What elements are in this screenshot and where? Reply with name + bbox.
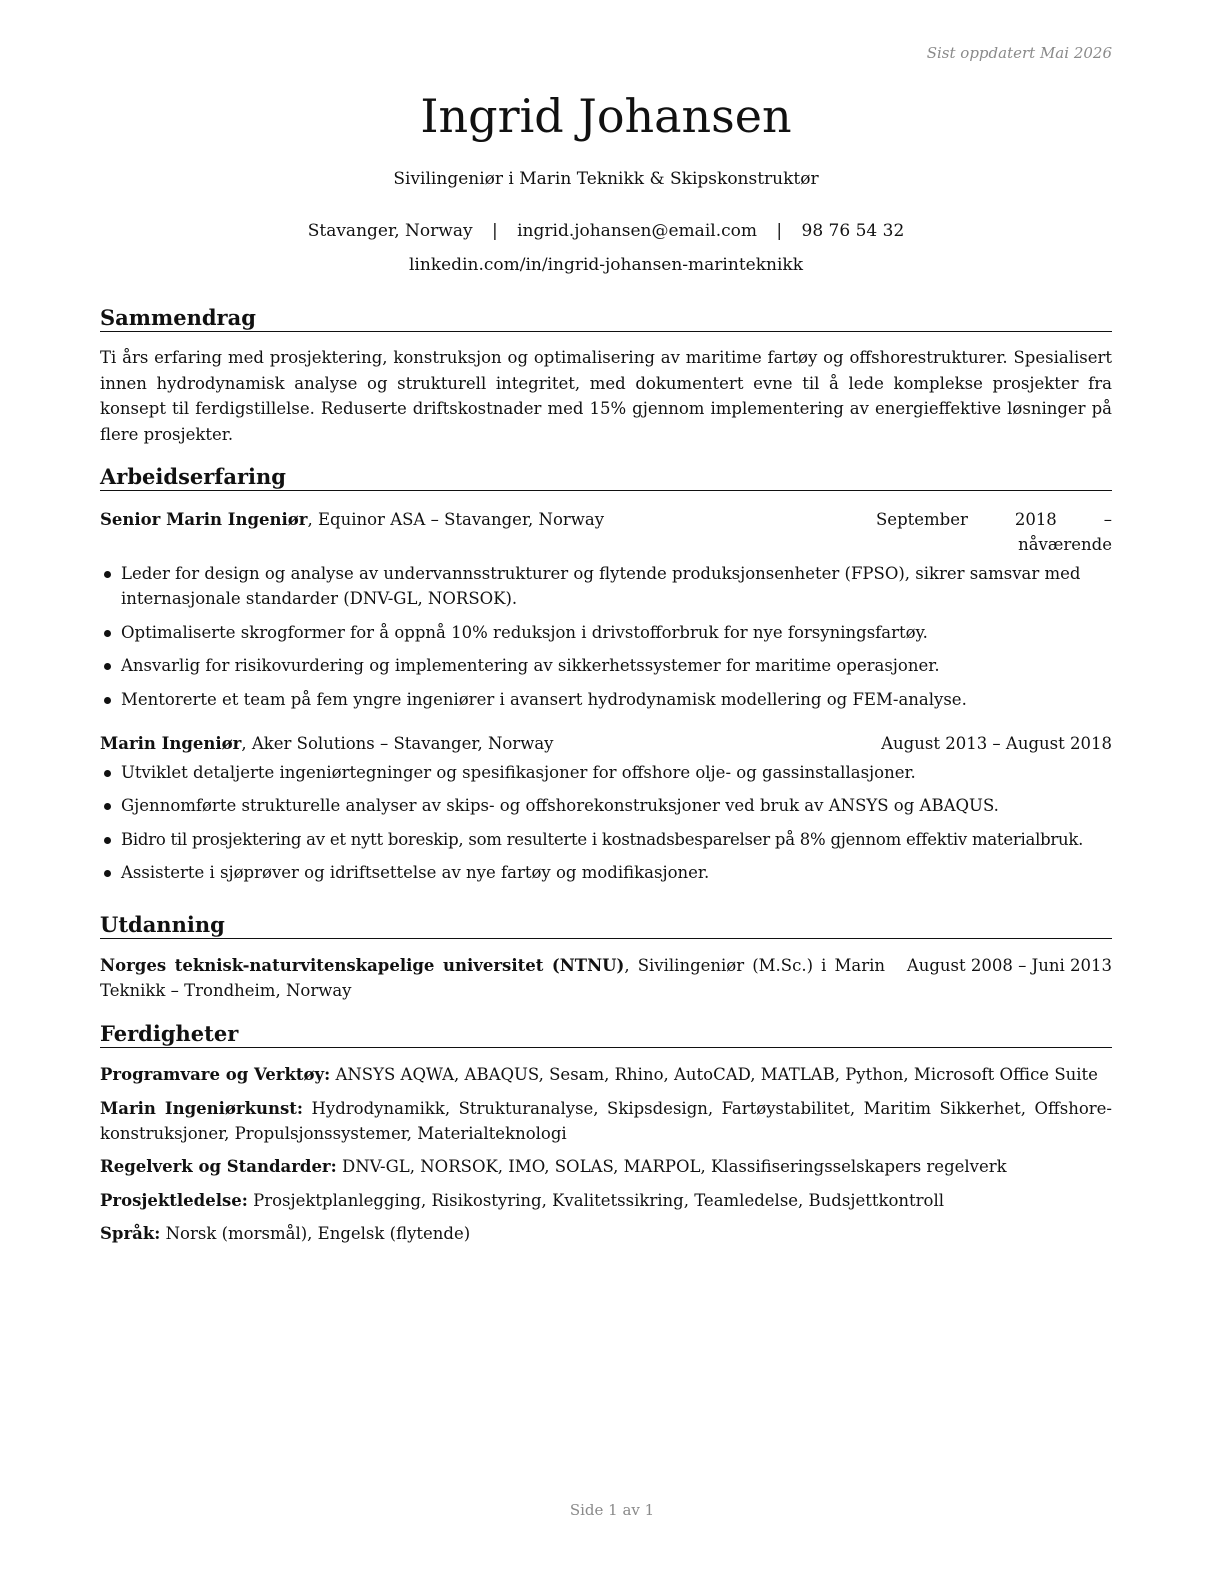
job-title-line <box>100 507 604 532</box>
phone-number: 98 76 54 32 <box>801 221 905 241</box>
education-text <box>100 953 885 1003</box>
skills-list <box>100 1062 1112 1246</box>
skill-value: Prosjektplanlegging, Risikostyring, Kvalitetssikring, Teamledelse, Budsjettkontroll <box>247 1190 945 1210</box>
skill-label: Programvare og Verktøy: <box>100 1065 331 1084</box>
skills-section <box>100 1021 1112 1255</box>
separator: | <box>776 221 783 241</box>
list-item: Bidro til prosjektering av et nytt boreskip, som resulterte i kostnadsbesparelser på 8% gjennom effektiv materialbruk. <box>100 827 1112 852</box>
list-item: Leder for design og analyse av undervannsstrukturer og flytende produksjonsenheter (FPSO), sikrer samsvar med internasjonale standarder (DNV-GL, NORSOK). <box>100 561 1112 611</box>
location: Stavanger, Norway <box>307 221 473 241</box>
job-role: Senior Marin Ingeniør <box>100 510 308 529</box>
linkedin-link[interactable]: linkedin.com/in/ingrid-johansen-marinteknikk <box>409 255 803 275</box>
skill-row <box>100 1154 1112 1179</box>
summary-section <box>100 305 1112 447</box>
skill-label: Prosjektledelse: <box>100 1190 248 1210</box>
job-bullets <box>100 561 1112 712</box>
skill-value: Norsk (morsmål), Engelsk (flytende) <box>160 1224 471 1243</box>
skill-row <box>100 1188 1112 1213</box>
education-section <box>100 912 1112 1003</box>
job-entry <box>100 731 1112 886</box>
list-item: Ansvarlig for risikovurdering og implementering av sikkerhetssystemer for maritime operasjoner. <box>100 653 1112 678</box>
person-name: Ingrid Johansen <box>420 89 792 143</box>
job-org: , Equinor ASA – Stavanger, Norway <box>307 510 605 529</box>
job-header <box>100 731 1112 756</box>
list-item: Optimaliserte skrogformer for å oppnå 10% reduksjon i drivstofforbruk for nye forsyningsfartøy. <box>100 620 1112 645</box>
skill-label: Regelverk og Standarder: <box>100 1157 337 1176</box>
skill-value: Hydrodynamikk, Strukturanalyse, Skipsdesign, Fartøystabilitet, Maritim Sikkerhet, Offshorekonstruksjoner, Propulsjonssystemer, Materialteknologi <box>100 1098 1112 1143</box>
school-name: Norges teknisk-naturvitenskapelige universitet (NTNU) <box>100 956 625 975</box>
job-header <box>100 507 1112 557</box>
professional-title: Sivilingeniør i Marin Teknikk & Skipskonstruktør <box>393 169 819 189</box>
section-title-skills: Ferdigheter <box>100 1021 1112 1048</box>
separator: | <box>491 221 498 241</box>
list-item: Mentorerte et team på fem yngre ingeniører i avansert hydrodynamisk modellering og FEM-analyse. <box>100 687 1112 712</box>
degree: , Sivilingeniør (M.Sc.) i Marin Teknikk – Trondheim, Norway <box>100 956 885 1000</box>
skill-value: DNV-GL, NORSOK, IMO, SOLAS, MARPOL, Klassifiseringsselskapers regelverk <box>336 1157 1007 1176</box>
job-bullets <box>100 760 1112 886</box>
job-title-line <box>100 731 553 756</box>
contact-line <box>100 219 1112 243</box>
skill-row <box>100 1096 1112 1146</box>
experience-section <box>100 464 1112 894</box>
skill-row <box>100 1221 1112 1246</box>
education-dates: August 2008 – Juni 2013 <box>906 956 1112 975</box>
section-title-summary: Sammendrag <box>100 305 1112 332</box>
summary-text: Ti års erfaring med prosjektering, konstruksjon og optimalisering av maritime fartøy og offshorestrukturer. Spesialisert innen hydrodynamisk analyse og strukturell integritet, med dokumentert evne til å lede komplekse prosjekter fra konsept til ferdigstillelse. Reduserte driftskostnader med 15% gjennom implementering av energieffektive løsninger på flere prosjekter. <box>100 348 1112 444</box>
last-updated: Sist oppdatert Mai 2026 <box>926 44 1112 62</box>
section-title-experience: Arbeidserfaring <box>100 464 1112 491</box>
education-entry <box>100 953 1112 1003</box>
list-item: Gjennomførte strukturelle analyser av skips- og offshorekonstruksjoner ved bruk av ANSYS og ABAQUS. <box>100 793 1112 818</box>
email-link[interactable]: ingrid.johansen@email.com <box>517 221 757 241</box>
skill-label: Marin Ingeniørkunst: <box>100 1098 304 1118</box>
section-title-education: Utdanning <box>100 912 1112 939</box>
list-item: Utviklet detaljerte ingeniørtegninger og spesifikasjoner for offshore olje- og gassinstallasjoner. <box>100 760 1112 785</box>
list-item: Assisterte i sjøprøver og idriftsettelse av nye fartøy og modifikasjoner. <box>100 860 1112 885</box>
skill-value: ANSYS AQWA, ABAQUS, Sesam, Rhino, AutoCAD, MATLAB, Python, Microsoft Office Suite <box>330 1065 1098 1084</box>
job-org: , Aker Solutions – Stavanger, Norway <box>241 733 554 753</box>
job-entry <box>100 507 1112 712</box>
page-number: Side 1 av 1 <box>569 1501 655 1519</box>
skill-label: Språk: <box>100 1224 161 1243</box>
job-dates: August 2013 – August 2018 <box>881 733 1112 753</box>
skill-row <box>100 1062 1112 1087</box>
job-dates: September 2018 – nåværende <box>876 510 1112 554</box>
job-role: Marin Ingeniør <box>100 733 242 753</box>
